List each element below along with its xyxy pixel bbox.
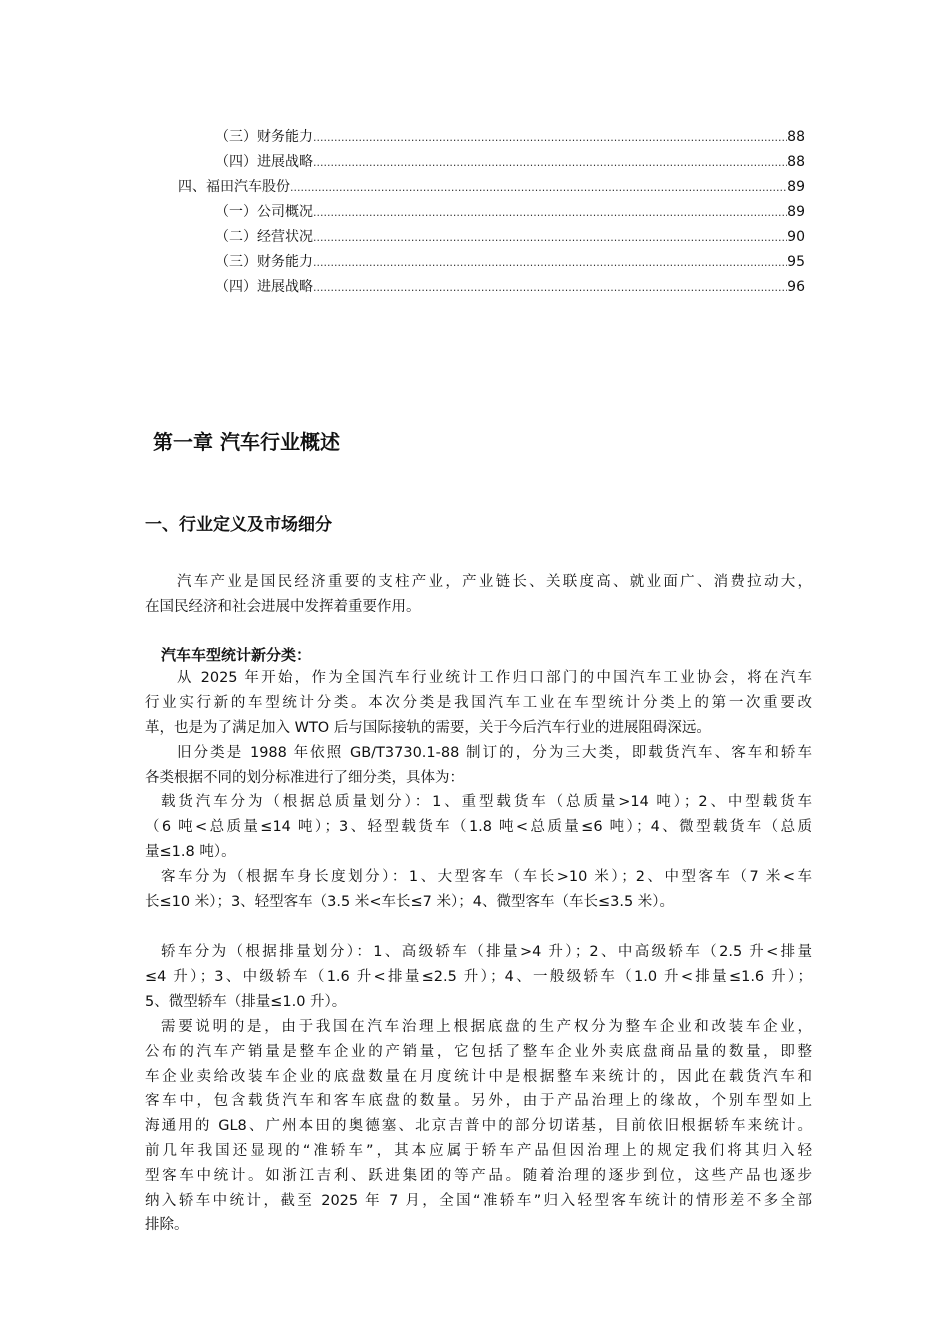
text-line: 长≤10 米）；3、轻型客车（3.5 米<车长≤7 米）；4、微型客车（车长≤3.5 米）。 bbox=[145, 893, 675, 910]
toc-entry-label: （二）经营状况 bbox=[215, 229, 313, 245]
toc-leader-dots bbox=[313, 256, 787, 269]
text-line: 汽车产业是国民经济重要的支柱产业，产业链长、关联度高、就业面广、消费拉动大， bbox=[177, 574, 812, 590]
toc-entry-label: （三）财务能力 bbox=[215, 254, 313, 270]
toc-entry[interactable] bbox=[215, 226, 805, 246]
section-title: 一、行业定义及市场细分 bbox=[145, 515, 332, 535]
text-line: 旧分类是 1988 年依照 GB/T3730.1-88 制订的，分为三大类，即载货汽车、客车和轿车 bbox=[177, 745, 812, 761]
toc-entry[interactable] bbox=[215, 251, 805, 271]
text-line: 5、微型轿车（排量≤1.0 升）。 bbox=[145, 993, 347, 1010]
paragraph bbox=[145, 940, 812, 1014]
toc-page-number: 95 bbox=[787, 254, 805, 270]
toc-entry-label: （四）进展战略 bbox=[215, 279, 313, 295]
toc-leader-dots bbox=[313, 206, 787, 219]
text-line: 革，也是为了满足加入 WTO 后与国际接轨的需要，关于今后汽车行业的进展阻碍深远。 bbox=[145, 719, 711, 736]
toc-entry[interactable] bbox=[215, 276, 805, 296]
toc-entry[interactable] bbox=[215, 126, 805, 146]
toc-leader-dots bbox=[313, 131, 787, 144]
text-line: 客车中，包含载货汽车和客车底盘的数量。另外，由于产品治理上的缘故，个别车型如上 bbox=[145, 1093, 812, 1110]
text-line: ≤4 升）；3、中级轿车（1.6 升<排量≤2.5 升）；4、一般级轿车（1.0 升<排量≤1.6 升）； bbox=[145, 968, 812, 985]
text-line: 从 2025 年开始，作为全国汽车行业统计工作归口部门的中国汽车工业协会，将在汽车 bbox=[177, 670, 812, 686]
subheading: 汽车车型统计新分类： bbox=[161, 646, 312, 664]
paragraph bbox=[145, 741, 812, 791]
toc-page-number: 89 bbox=[787, 204, 805, 220]
paragraph bbox=[145, 570, 812, 620]
toc-leader-dots bbox=[313, 156, 787, 169]
toc-page-number: 88 bbox=[787, 129, 805, 145]
paragraph bbox=[145, 790, 812, 864]
text-line: 需要说明的是，由于我国在汽车治理上根据底盘的生产权分为整车企业和改装车企业， bbox=[161, 1019, 812, 1035]
text-line: 车企业卖给改装车企业的底盘数量在月度统计中是根据整车来统计的，因此在载货汽车和 bbox=[145, 1068, 812, 1085]
toc-page-number: 96 bbox=[787, 279, 805, 295]
text-line: 排除。 bbox=[145, 1217, 189, 1234]
text-line: 行业实行新的车型统计分类。本次分类是我国汽车工业在车型统计分类上的第一次重要改 bbox=[145, 694, 812, 711]
toc-page-number: 89 bbox=[787, 179, 805, 195]
text-line: 公布的汽车产销量是整车企业的产销量，它包括了整车企业外卖底盘商品量的数量，即整 bbox=[145, 1043, 812, 1060]
toc-entry[interactable] bbox=[215, 201, 805, 221]
text-line: 各类根据不同的划分标准进行了细分类，具体为： bbox=[145, 769, 464, 786]
toc-leader-dots bbox=[313, 231, 787, 244]
paragraph bbox=[145, 865, 812, 915]
toc-entry-label: （四）进展战略 bbox=[215, 154, 313, 170]
text-line: 海通用的 GL8、广州本田的奥德塞、北京吉普中的部分切诺基，目前依旧根据轿车来统计。 bbox=[145, 1118, 812, 1135]
paragraph bbox=[145, 666, 812, 740]
text-line: 轿车分为（根据排量划分）：1、高级轿车（排量>4 升）；2、中高级轿车（2.5 升<排量 bbox=[161, 944, 812, 960]
text-line: 量≤1.8 吨）。 bbox=[145, 843, 236, 860]
toc-entry[interactable] bbox=[215, 151, 805, 171]
text-line: 纳入轿车中统计，截至 2025 年 7 月，全国“准轿车”归入轻型客车统计的情形差不多全部 bbox=[145, 1192, 812, 1209]
text-line: 客车分为（根据车身长度划分）：1、大型客车（车长>10 米）；2、中型客车（7 米<车 bbox=[161, 869, 812, 885]
toc-entry-label: （一）公司概况 bbox=[215, 204, 313, 220]
text-line: 前几年我国还显现的“准轿车”，其本应属于轿车产品但因治理上的规定我们将其归入轻 bbox=[145, 1142, 812, 1159]
text-line: 型客车中统计。如浙江吉利、跃进集团的等产品。随着治理的逐步到位，这些产品也逐步 bbox=[145, 1167, 812, 1184]
chapter-title: 第一章 汽车行业概述 bbox=[153, 430, 340, 454]
toc-leader-dots bbox=[290, 181, 787, 194]
text-line: 在国民经济和社会进展中发挥着重要作用。 bbox=[145, 598, 421, 615]
toc-leader-dots bbox=[313, 281, 787, 294]
paragraph bbox=[145, 1015, 812, 1238]
toc-entry[interactable] bbox=[178, 176, 805, 196]
toc-entry-label: （三）财务能力 bbox=[215, 129, 313, 145]
toc-entry-label: 四、福田汽车股份 bbox=[178, 179, 290, 195]
toc-page-number: 90 bbox=[787, 229, 805, 245]
text-line: （6 吨<总质量≤14 吨）；3、轻型载货车（1.8 吨<总质量≤6 吨）；4、微型载货车（总质 bbox=[145, 818, 812, 835]
text-line: 载货汽车分为（根据总质量划分）：1、重型载货车（总质量>14 吨）；2、中型载货车 bbox=[161, 794, 812, 810]
toc-page-number: 88 bbox=[787, 154, 805, 170]
